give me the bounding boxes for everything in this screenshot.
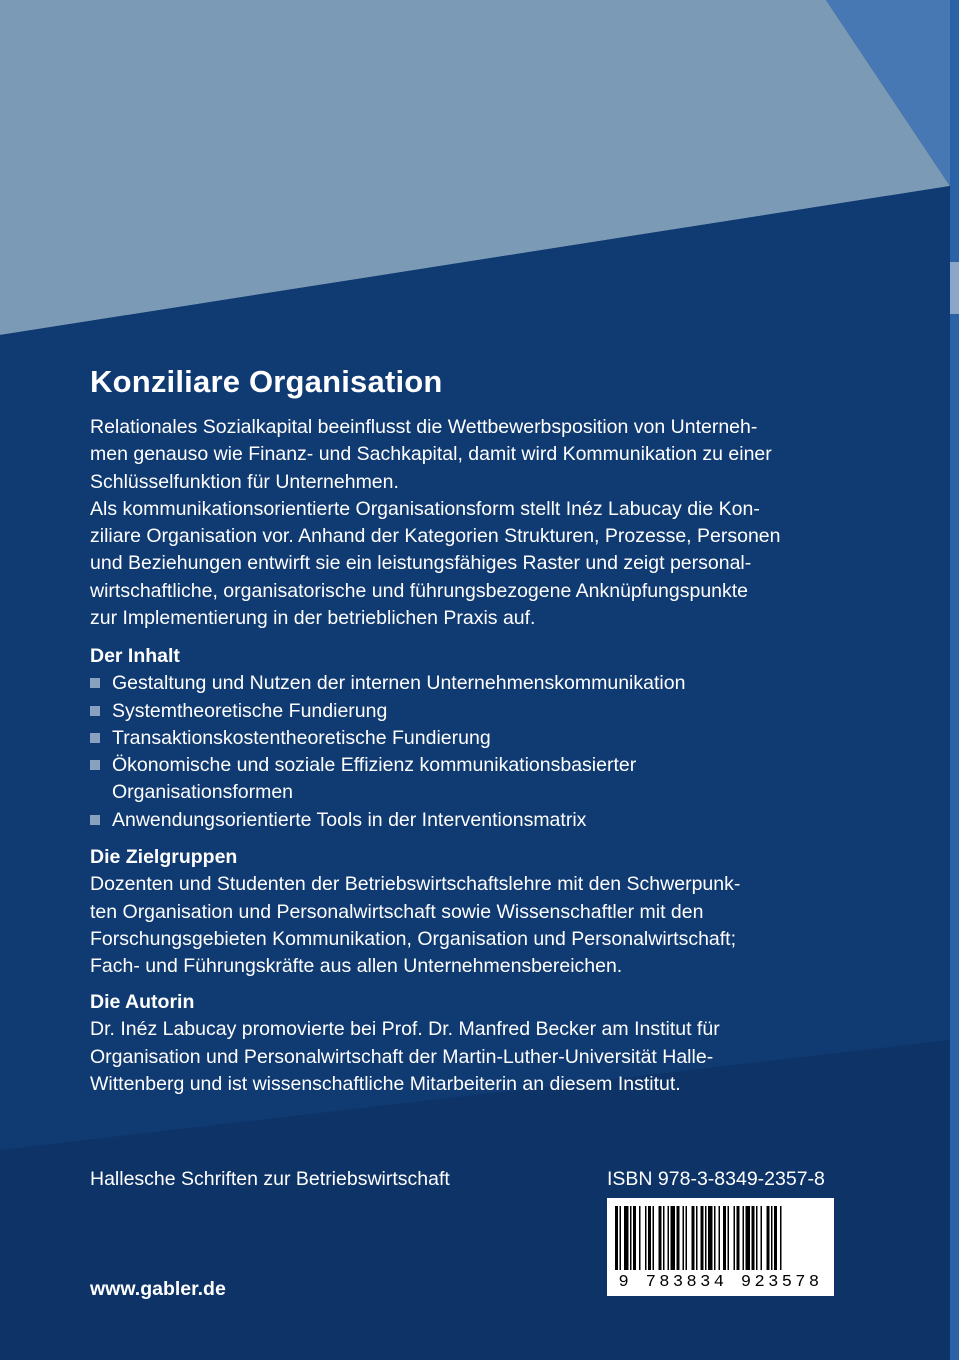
right-edge-marker	[950, 262, 959, 314]
square-bullet-icon	[90, 760, 100, 770]
barcode-bar	[767, 1206, 770, 1270]
barcode-bar	[668, 1206, 670, 1270]
zielgruppen-line: Forschungsgebieten Kommunikation, Organisation und Personalwirtschaft;	[90, 927, 737, 950]
barcode-bar	[743, 1206, 745, 1270]
isbn-label: ISBN 978-3-8349-2357-8	[607, 1168, 825, 1190]
list-item-text: Transaktionskostentheoretische Fundierung	[112, 726, 491, 749]
intro-line: ziliare Organisation vor. Anhand der Kategorien Strukturen, Prozesse, Personen	[90, 525, 781, 548]
barcode-bar	[648, 1206, 651, 1270]
autorin-line: Wittenberg und ist wissenschaftliche Mitarbeiterin an diesem Institut.	[90, 1072, 681, 1095]
list-item	[90, 698, 850, 725]
barcode-bar	[624, 1206, 629, 1270]
barcode-bar	[639, 1206, 641, 1270]
barcode	[607, 1198, 834, 1296]
square-bullet-icon	[90, 678, 100, 688]
barcode-bar	[615, 1206, 618, 1270]
barcode-bar	[708, 1206, 713, 1270]
inhalt-section	[90, 643, 850, 834]
intro-line: Relationales Sozialkapital beeinflusst die Wettbewerbsposition von Unterneh-	[90, 416, 758, 438]
autorin-section	[90, 989, 850, 1098]
barcode-bar	[633, 1206, 636, 1270]
barcode-bar	[686, 1206, 688, 1270]
zielgruppen-line: Fach- und Führungskräfte aus allen Unternehmensbereichen.	[90, 955, 623, 978]
list-item-text: Organisationsformen	[112, 781, 294, 804]
barcode-bar	[692, 1206, 695, 1270]
right-edge-strip	[950, 0, 959, 1360]
barcode-bar	[701, 1206, 704, 1270]
zielgruppen-line: Dozenten und Studenten der Betriebswirtschaftslehre mit den Schwerpunk-	[90, 873, 741, 896]
publisher-website[interactable]: www.gabler.de	[90, 1278, 226, 1300]
zielgruppen-section	[90, 844, 850, 980]
intro-line: wirtschaftliche, organisatorische und führungsbezogene Anknüpfungspunkte	[90, 579, 749, 602]
barcode-bar	[756, 1206, 758, 1270]
barcode-bar	[728, 1206, 730, 1270]
barcode-bar	[630, 1206, 632, 1270]
barcode-bar	[714, 1206, 716, 1270]
square-bullet-icon	[90, 815, 100, 825]
autorin-line: Organisation und Personalwirtschaft der Martin-Luther-Universität Halle-	[90, 1045, 714, 1068]
barcode-bar	[723, 1206, 726, 1270]
inhalt-list	[90, 670, 850, 834]
barcode-bar	[771, 1206, 773, 1270]
barcode-bar	[653, 1206, 655, 1270]
barcode-bar	[705, 1206, 707, 1270]
book-title: Konziliare Organisation	[90, 364, 443, 399]
square-bullet-icon	[90, 706, 100, 716]
barcode-bar	[683, 1206, 685, 1270]
barcode-bar	[719, 1206, 721, 1270]
barcode-bar	[780, 1206, 782, 1270]
intro-line: Als kommunikationsorientierte Organisationsform stellt Inéz Labucay die Kon-	[90, 497, 760, 520]
barcode-bar	[696, 1206, 698, 1270]
zielgruppen-line: ten Organisation und Personalwirtschaft sowie Wissenschaftler mit den	[90, 900, 704, 923]
intro-line: und Beziehungen entwirft sie ein leistungsfähiges Raster und zeigt personal-	[90, 552, 752, 575]
list-item	[90, 752, 850, 779]
list-item-continuation	[90, 779, 850, 806]
autorin-heading: Die Autorin	[90, 991, 195, 1013]
zielgruppen-heading: Die Zielgruppen	[90, 846, 238, 868]
barcode-bar	[752, 1206, 755, 1270]
autorin-line: Dr. Inéz Labucay promovierte bei Prof. Dr. Manfred Becker am Institut für	[90, 1018, 720, 1041]
list-item-text: Anwendungsorientierte Tools in der Interventionsmatrix	[112, 808, 587, 831]
barcode-digits: 9 783834 923578	[618, 1273, 823, 1292]
barcode-bar	[677, 1206, 680, 1270]
intro-text	[90, 414, 850, 632]
barcode-bar	[663, 1206, 665, 1270]
square-bullet-icon	[90, 733, 100, 743]
list-item-text: Systemtheoretische Fundierung	[112, 699, 388, 722]
barcode-bar	[737, 1206, 740, 1270]
intro-line: Schlüsselfunktion für Unternehmen.	[90, 470, 399, 493]
list-item	[90, 670, 850, 697]
barcode-bar	[761, 1206, 763, 1270]
barcode-bar	[671, 1206, 676, 1270]
series-title: Hallesche Schriften zur Betriebswirtschaft	[90, 1168, 450, 1190]
list-item	[90, 725, 850, 752]
list-item	[90, 807, 850, 834]
barcode-bar	[746, 1206, 751, 1270]
list-item-text: Gestaltung und Nutzen der internen Unternehmenskommunikation	[112, 672, 686, 695]
list-item-text: Ökonomische und soziale Effizienz kommunikationsbasierter	[112, 754, 637, 777]
barcode-bar	[620, 1206, 622, 1270]
intro-line: zur Implementierung in der betrieblichen Praxis auf.	[90, 607, 536, 630]
barcode-bar	[659, 1206, 662, 1270]
barcode-bar	[734, 1206, 736, 1270]
barcode-bar	[774, 1206, 777, 1270]
inhalt-heading: Der Inhalt	[90, 645, 180, 667]
intro-line: men genauso wie Finanz- und Sachkapital, damit wird Kommunikation zu einer	[90, 443, 772, 466]
barcode-bar	[645, 1206, 647, 1270]
